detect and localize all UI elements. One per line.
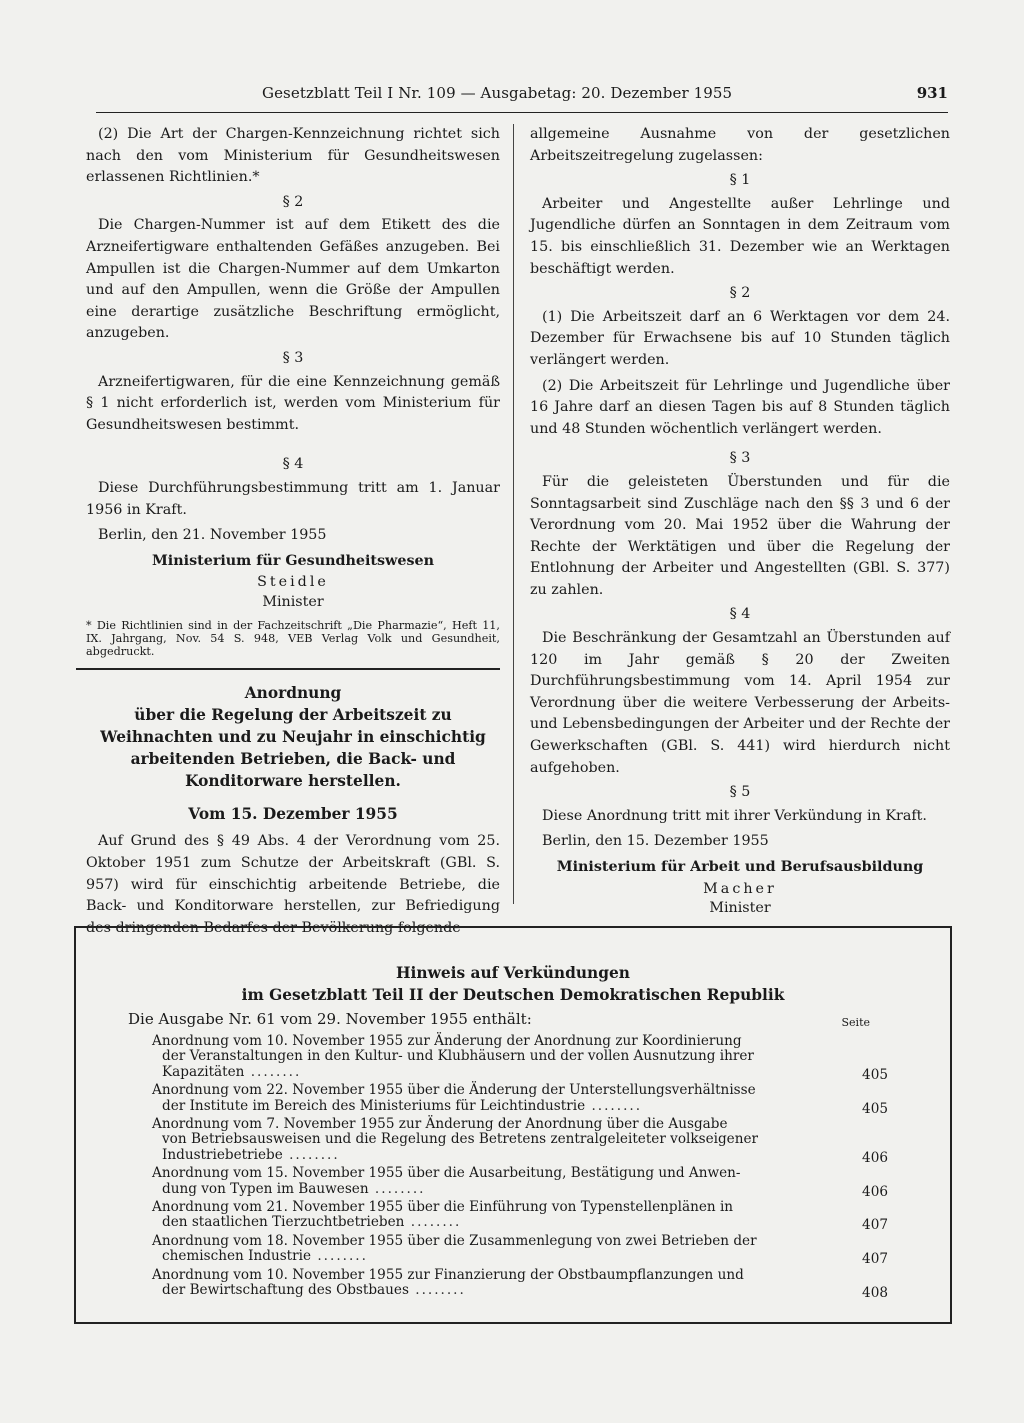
notice-item-continuation: der Bewirtschaftung des Obstbaues ........ — [162, 1282, 466, 1299]
gazette-title: Gesetzblatt Teil I Nr. 109 — Ausgabetag: 20. Dezember 1955 — [262, 84, 733, 102]
paragraph-section-5: Diese Anordnung tritt mit ihrer Verkündung in Kraft. — [542, 807, 927, 824]
notice-item-continuation: chemischen Industrie ........ — [162, 1248, 368, 1265]
notice-item — [152, 1033, 888, 1083]
section-heading-2: § 2 — [282, 193, 304, 210]
notice-item-text — [152, 1200, 808, 1231]
notice-title-line-2: im Gesetzblatt Teil II der Deutschen Demokratischen Republik — [241, 986, 785, 1004]
notice-item-first-line: Anordnung vom 21. November 1955 über die Einführung von Typenstellenplänen in — [152, 1199, 734, 1216]
notice-item — [152, 1232, 888, 1268]
ministry-name: Ministerium für Gesundheitswesen — [151, 552, 434, 569]
notice-item-continuation: der Veranstaltungen in den Kultur- und Klubhäusern und der vollen Ausnutzung ihrer Kapazitäten ........ — [162, 1048, 754, 1080]
leader-dots: ........ — [585, 1097, 643, 1114]
notice-item — [152, 1199, 888, 1234]
ministry-name: Ministerium für Arbeit und Berufsausbildung — [556, 859, 924, 875]
notice-title-line-1: Hinweis auf Verkündungen — [396, 964, 630, 982]
notice-item-text — [152, 1083, 808, 1114]
notice-list — [152, 1034, 888, 1302]
signer-title: Minister — [262, 593, 324, 610]
anordnung-subtitle: über die Regelung der Arbeitszeit zu Weihnachten und zu Neujahr in einschichtig arbeitenden Betrieben, die Back- und Konditorware herstellen. — [100, 705, 486, 790]
notice-item-first-line: Anordnung vom 15. November 1955 über die Ausarbeitung, Bestätigung und Anwen- — [152, 1165, 741, 1182]
section-heading-4: § 4 — [282, 456, 304, 473]
notice-item-page: 407 — [862, 1251, 888, 1268]
page-column-label: Seite — [841, 1016, 870, 1029]
notice-item — [152, 1165, 888, 1200]
paragraph-section-2-1: (1) Die Arbeitszeit darf an 6 Werktagen vor dem 24. Dezember für Erwachsene bis auf 10 Stunden täglich verlängert werden. — [530, 308, 950, 368]
notice-item — [152, 1266, 888, 1302]
notice-item-text — [152, 1234, 808, 1265]
notice-item-text — [152, 1117, 808, 1163]
place-date: Berlin, den 21. November 1955 — [98, 527, 327, 544]
paragraph-section-1: Arbeiter und Angestellte außer Lehrlinge und Jugendliche dürfen an Sonntagen in dem Zeitraum vom 15. bis einschließlich 31. Dezember wie an Werktagen beschäftigt werden. — [530, 195, 950, 277]
notice-item — [152, 1082, 888, 1117]
leader-dots: ........ — [404, 1214, 462, 1231]
paragraph-chargen: (2) Die Art der Chargen-Kennzeichnung richtet sich nach den vom Ministerium für Gesundheitswesen erlassenen Richtlinien.* — [86, 126, 500, 186]
section-heading-4: § 4 — [729, 606, 751, 623]
notice-item-text — [152, 1034, 808, 1080]
notice-item — [152, 1116, 888, 1166]
notice-item-page: 405 — [862, 1066, 888, 1083]
page-number: 931 — [916, 84, 948, 102]
notice-intro: Die Ausgabe Nr. 61 vom 29. November 1955 enthält: — [128, 1010, 532, 1028]
notice-item-page: 407 — [862, 1217, 888, 1234]
section-heading-5: § 5 — [729, 784, 751, 801]
signer-name: Steidle — [257, 574, 329, 591]
column-divider — [513, 124, 514, 904]
notice-box — [74, 926, 952, 1324]
right-column — [530, 124, 950, 917]
notice-item-continuation: den staatlichen Tierzuchtbetrieben ........ — [162, 1214, 462, 1231]
notice-item-continuation: von Betriebsausweisen und die Regelung des Betretens zentralgeleiteter volkseigener Industriebetriebe ........ — [162, 1131, 759, 1163]
notice-item-page: 406 — [862, 1183, 888, 1200]
signer-name: Macher — [703, 880, 777, 897]
section-heading-3: § 3 — [729, 450, 751, 467]
paragraph-continuation: allgemeine Ausnahme von der gesetzlichen Arbeitszeitregelung zugelassen: — [530, 126, 950, 164]
paragraph-section-2-2: (2) Die Arbeitszeit für Lehrlinge und Jugendliche über 16 Jahre darf an diesen Tagen bis auf 8 Stunden täglich und 48 Stunden wöchentlich verlängert werden. — [530, 377, 950, 437]
notice-title — [76, 962, 950, 1006]
section-heading-3: § 3 — [282, 349, 304, 366]
header-rule — [96, 112, 948, 113]
notice-item-first-line: Anordnung vom 22. November 1955 über die Änderung der Unterstellungsverhältnisse — [152, 1082, 756, 1099]
notice-item-page: 406 — [862, 1149, 888, 1166]
paragraph-section-3: Für die geleisteten Überstunden und für die Sonntagsarbeit sind Zuschläge nach den §§ 3 und 6 der Verordnung vom 20. Mai 1952 über die Wahrung der Rechte der Werktätigen und über die Regelung der Entlohnung der Arbeiter und Angestellten (GBl. S. 377) zu zahlen. — [530, 473, 950, 598]
leader-dots: ........ — [311, 1248, 368, 1265]
notice-item-continuation: dung von Typen im Bauwesen ........ — [162, 1180, 426, 1197]
page-header — [96, 84, 948, 108]
section-rule — [76, 668, 500, 670]
section-heading-2: § 2 — [729, 285, 751, 302]
leader-dots: ........ — [282, 1146, 340, 1163]
paragraph-section-4: Diese Durchführungsbestimmung tritt am 1. Januar 1956 in Kraft. — [86, 479, 500, 518]
leader-dots: ........ — [408, 1282, 466, 1299]
paragraph-section-2: Die Chargen-Nummer ist auf dem Etikett des die Arzneifertigware enthaltenden Gefäßes anzugeben. Bei Ampullen ist die Chargen-Nummer auf dem Umkarton und auf den Ampullen, wenn die Größe der Ampullen eine derartige zusätzliche Beschriftung ermöglicht, anzugeben. — [86, 217, 500, 342]
notice-item-text — [152, 1268, 808, 1299]
notice-item-page: 408 — [862, 1285, 888, 1302]
paragraph-section-3: Arzneifertigwaren, für die eine Kennzeichnung gemäß § 1 nicht erforderlich ist, werden vom Ministerium für Gesundheitswesen bestimmt. — [86, 373, 500, 433]
notice-item-page: 405 — [862, 1100, 888, 1117]
left-column — [86, 124, 500, 939]
paragraph-intro: Auf Grund des § 49 Abs. 4 der Verordnung vom 25. Oktober 1951 zum Schutze der Arbeitskraft (GBl. S. 957) wird für einschichtig arbeitende Betriebe, die Back- und Konditorware herstellen, zur Befriedigung des dringenden Bedarfes der Bevölkerung folgende — [86, 833, 500, 936]
signer-title: Minister — [709, 900, 771, 917]
notice-item-first-line: Anordnung vom 10. November 1955 zur Änderung der Anordnung zur Koordinierung — [152, 1033, 742, 1049]
notice-item-text — [152, 1166, 808, 1197]
notice-item-first-line: Anordnung vom 18. November 1955 über die Zusammenlegung von zwei Betrieben der — [152, 1232, 757, 1249]
leader-dots: ........ — [368, 1180, 426, 1197]
paragraph-section-4: Die Beschränkung der Gesamtzahl an Überstunden auf 120 im Jahr gemäß § 20 der Zweiten Durchführungsbestimmung vom 14. April 1954 zur Verordnung über die weitere Verbesserung der Arbeits- und Lebensbedingungen der Arbeiter und der Rechte der Gewerkschaften (GBl. S. 441) wird hierdurch nicht aufgehoben. — [530, 630, 950, 776]
anordnung-title: Anordnung — [244, 683, 342, 702]
footnote: * Die Richtlinien sind in der Fachzeitschrift „Die Pharmazie“, Heft 11, IX. Jahrgang, Nov. 54 S. 948, VEB Verlag Volk und Gesundheit, abgedruckt. — [86, 618, 500, 658]
anordnung-date: Vom 15. Dezember 1955 — [188, 804, 398, 823]
leader-dots: ........ — [244, 1063, 302, 1080]
notice-item-continuation: der Institute im Bereich des Ministeriums für Leichtindustrie ........ — [162, 1097, 643, 1114]
notice-item-first-line: Anordnung vom 10. November 1955 zur Finanzierung der Obstbaumpflanzungen und — [152, 1266, 744, 1283]
notice-item-first-line: Anordnung vom 7. November 1955 zur Änderung der Anordnung über die Ausgabe — [152, 1116, 728, 1133]
place-date: Berlin, den 15. Dezember 1955 — [542, 833, 769, 850]
section-heading-1: § 1 — [729, 172, 751, 189]
